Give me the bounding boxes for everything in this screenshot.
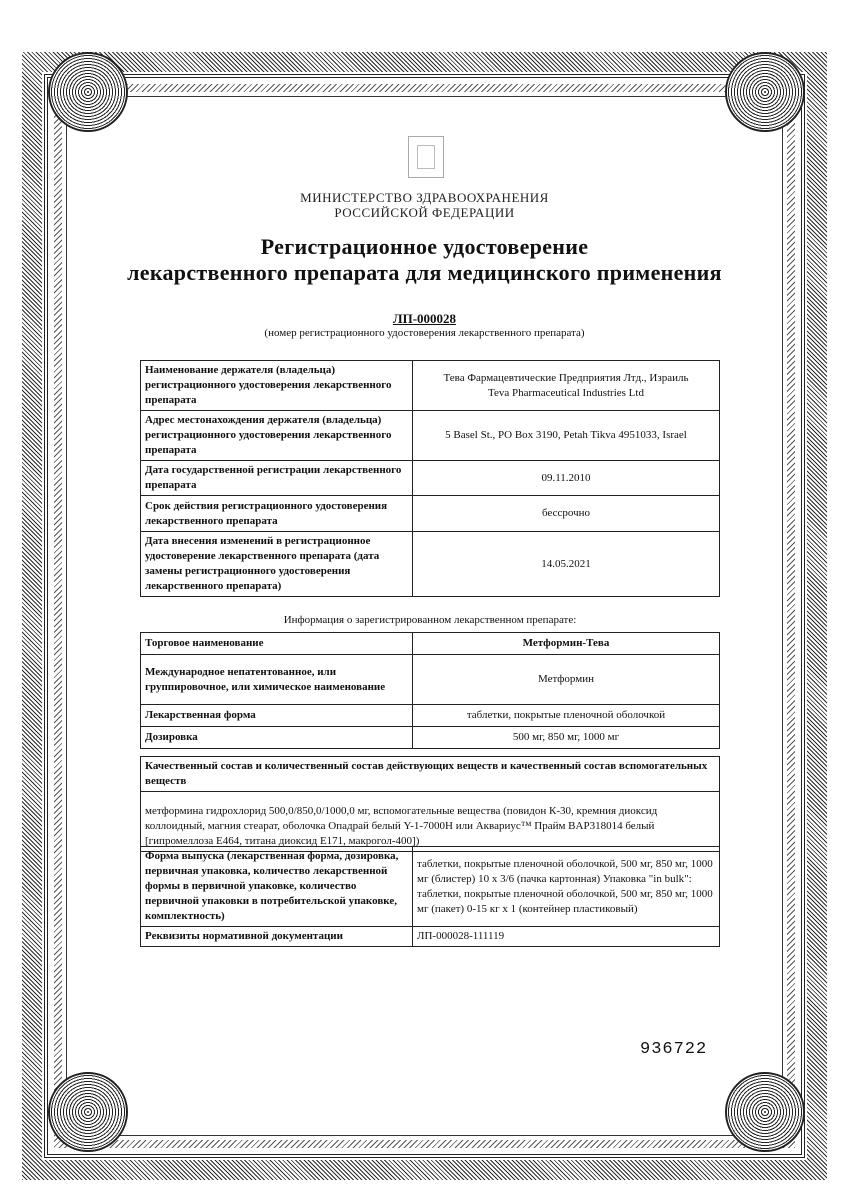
table-row [141, 655, 720, 705]
table-row [141, 461, 720, 496]
field-label: Дозировка [141, 727, 413, 749]
corner-rosette-icon [725, 1072, 805, 1152]
composition-text: метформина гидрохлорид 500,0/850,0/1000,0 мг, вспомогательные вещества (повидон К-30, кремния диоксид коллоидный, магния стеарат, оболочка Опадрай белый Y-1-7000H или Аквариус™ Прайм BAP318014 белый [гипромеллоза Е464, титана диоксид Е171, макрогол-400]) [145, 805, 658, 847]
field-value: таблетки, покрытые пленочной оболочкой [413, 705, 720, 727]
document-title-line1: Регистрационное удостоверение [260, 234, 589, 259]
registration-number: ЛП-000028 [392, 311, 457, 326]
field-value [413, 411, 720, 461]
drug-info-table [140, 632, 720, 749]
release-form-table [140, 846, 720, 947]
field-value-line: 09.11.2010 [541, 471, 591, 484]
field-label: Лекарственная форма [141, 705, 413, 727]
field-value: Метформин [413, 655, 720, 705]
table-row [141, 927, 720, 947]
field-value: Метформин-Тева [413, 633, 720, 655]
corner-rosette-icon [48, 52, 128, 132]
table-row [141, 705, 720, 727]
field-label: Дата государственной регистрации лекарственного препарата [141, 461, 413, 496]
field-label: Международное непатентованное, или группировочное, или химическое наименование [141, 655, 413, 705]
field-value-line: 5 Basel St., PO Box 3190, Petah Tikva 4951033, Israel [445, 429, 687, 441]
table-row [141, 532, 720, 597]
holder-info-table [140, 360, 720, 597]
field-label: Наименование держателя (владельца) регистрационного удостоверения лекарственного препарата [141, 361, 413, 411]
field-value [413, 361, 720, 411]
field-value-line: 14.05.2021 [541, 557, 591, 570]
field-value [413, 532, 720, 597]
table-row [141, 411, 720, 461]
state-emblem-icon [408, 136, 444, 178]
field-label: Торговое наименование [141, 633, 413, 655]
field-value [413, 496, 720, 532]
field-label: Адрес местонахождения держателя (владельца) регистрационного удостоверения лекарственного препарата [141, 411, 413, 461]
corner-rosette-icon [48, 1072, 128, 1152]
table-row [141, 727, 720, 749]
drug-info-heading: Информация о зарегистрированном лекарственном препарате: [283, 614, 577, 626]
field-value [413, 461, 720, 496]
table-row [141, 847, 720, 927]
table-row [141, 361, 720, 411]
field-value-line: Teva Pharmaceutical Industries Ltd [488, 386, 644, 399]
table-row [141, 633, 720, 655]
field-value-line: бессрочно [541, 507, 590, 519]
corner-rosette-icon [725, 52, 805, 132]
registration-number-caption: (номер регистрационного удостоверения лекарственного препарата) [264, 327, 585, 339]
ministry-name-line1: МИНИСТЕРСТВО ЗДРАВООХРАНЕНИЯ [300, 190, 549, 205]
field-label: Срок действия регистрационного удостоверения лекарственного препарата [141, 496, 413, 532]
ministry-name-line2: РОССИЙСКОЙ ФЕДЕРАЦИИ [334, 205, 515, 220]
table-row [141, 496, 720, 532]
field-label: Форма выпуска (лекарственная форма, дозировка, первичная упаковка, количество лекарственной формы в первичной упаковке, количество первичной упаковки в потребительской упаковке, комплектность) [141, 847, 413, 927]
field-label: Дата внесения изменений в регистрационное удостоверение лекарственного препарата (дата замены регистрационного удостоверения лекарственного препарата) [141, 532, 413, 597]
document-title-line2: лекарственного препарата для медицинского применения [127, 260, 722, 285]
composition-heading: Качественный состав и количественный состав действующих веществ и качественный состав вспомогательных веществ [141, 757, 719, 792]
field-value: 500 мг, 850 мг, 1000 мг [413, 727, 720, 749]
serial-number: 936722 [640, 1040, 708, 1059]
field-value: таблетки, покрытые пленочной оболочкой, 500 мг, 850 мг, 1000 мг (блистер) 10 x 3/6 (пачка картонная) Упаковка "in bulk": таблетки, покрытые пленочной оболочкой, 500 мг, 850 мг, 1000 мг (пакет) 0-15 кг x 1 (контейнер пластиковый) [413, 847, 720, 927]
field-value-line: Тева Фармацевтические Предприятия Лтд., Израиль [443, 371, 689, 384]
field-value: ЛП-000028-111119 [413, 927, 720, 947]
composition-block [140, 756, 720, 852]
field-label: Реквизиты нормативной документации [141, 927, 413, 947]
